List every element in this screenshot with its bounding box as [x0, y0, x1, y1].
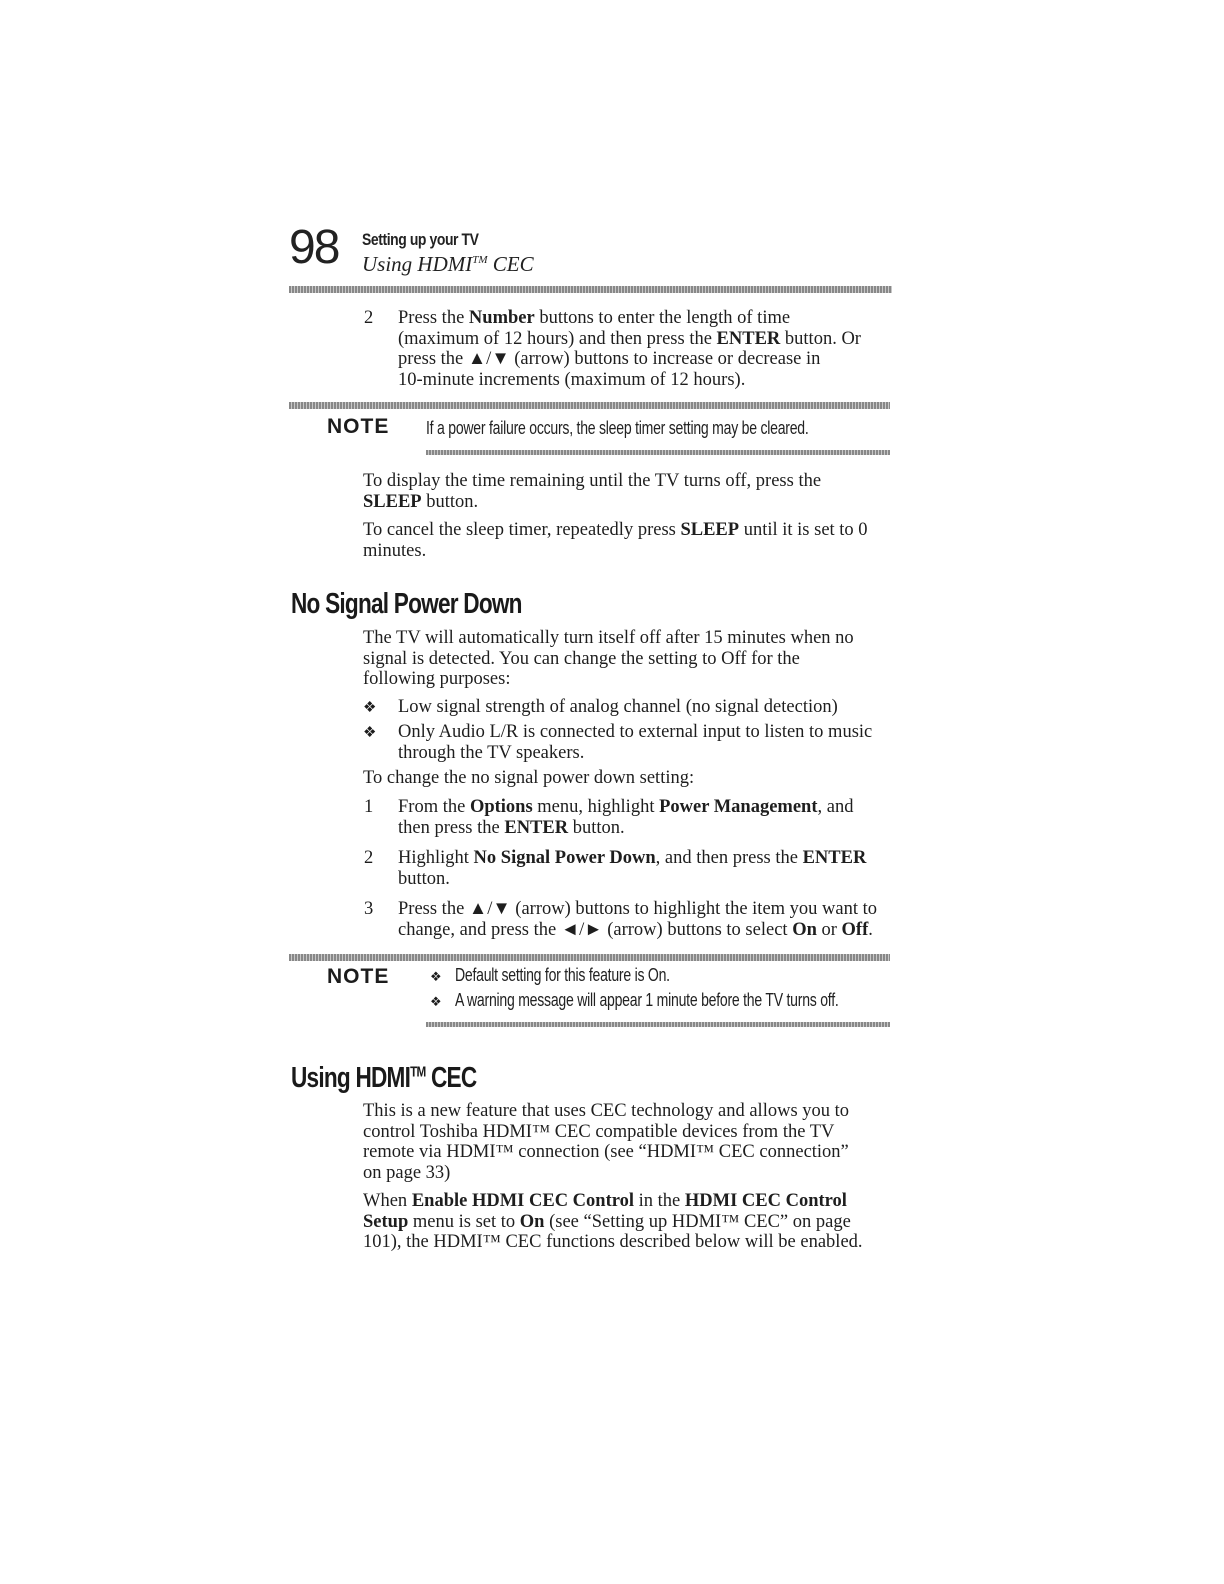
note-label: NOTE	[327, 415, 390, 438]
note-item: A warning message will appear 1 minute before the TV turns off.	[455, 990, 839, 1010]
no-signal-intro: The TV will automatically turn itself off after 15 minutes when no signal is detected. You can change the setting to Off for the following purposes:	[363, 628, 854, 689]
step-2-text: Highlight No Signal Power Down, and then press the ENTER button.	[398, 848, 867, 889]
sleep-display-paragraph: To display the time remaining until the TV turns off, press the SLEEP button.	[363, 471, 822, 512]
section-title	[362, 252, 534, 277]
section-title-suffix: CEC	[487, 252, 534, 276]
header-rule	[289, 286, 892, 293]
bullet-icon: ❖	[363, 725, 377, 741]
step-number: 2	[364, 308, 374, 328]
note-bottom-rule	[426, 1022, 890, 1027]
no-signal-heading: No Signal Power Down	[291, 588, 522, 620]
bullet-icon: ❖	[363, 700, 377, 716]
chapter-title: Setting up your TV	[362, 230, 479, 249]
page-number: 98	[289, 221, 339, 274]
note-top-rule	[289, 402, 890, 409]
step-1-text: From the Options menu, highlight Power Management, and then press the ENTER button.	[398, 797, 854, 838]
bullet-icon: ❖	[430, 969, 442, 984]
bullet-item: Only Audio L/R is connected to external input to listen to music through the TV speakers.	[398, 722, 873, 763]
trademark-mark: TM	[410, 1063, 426, 1081]
hdmi-cec-paragraph: This is a new feature that uses CEC technology and allows you to control Toshiba HDMI™ CEC compatible devices from the TV remote via HDMI™ connection (see “HDMI™ CEC connection” on page 33)	[363, 1101, 850, 1183]
section-title-text: Using HDMI	[362, 252, 473, 276]
step-number: 3	[364, 899, 374, 919]
note-label: NOTE	[327, 965, 390, 988]
change-intro: To change the no signal power down setting:	[363, 768, 695, 788]
trademark-mark: TM	[472, 254, 488, 266]
step-number: 2	[364, 848, 374, 868]
note-item: Default setting for this feature is On.	[455, 965, 670, 985]
bullet-item: Low signal strength of analog channel (no signal detection)	[398, 697, 838, 717]
sleep-cancel-paragraph: To cancel the sleep timer, repeatedly press SLEEP until it is set to 0 minutes.	[363, 520, 868, 561]
note-top-rule	[289, 954, 890, 961]
hdmi-cec-enable-paragraph: When Enable HDMI CEC Control in the HDMI CEC Control Setup menu is set to On (see “Setting up HDMI™ CEC” on page 101), the HDMI™ CEC functions described below will be enabled.	[363, 1191, 863, 1252]
bullet-icon: ❖	[430, 994, 442, 1009]
step-number: 1	[364, 797, 374, 817]
step-3-text: Press the ▲/▼ (arrow) buttons to highlight the item you want to change, and press the ◄/► (arrow) buttons to select On or Off.	[398, 899, 878, 940]
note-bottom-rule	[426, 450, 890, 455]
step-2-text: Press the Number buttons to enter the length of time (maximum of 12 hours) and then press the ENTER button. Or press the ▲/▼ (arrow) buttons to increase or decrease in 10-minute increments (maximum of 12 hours).	[398, 308, 861, 390]
hdmi-cec-heading: Using HDMI™ CEC	[291, 1062, 477, 1094]
note-text: If a power failure occurs, the sleep timer setting may be cleared.	[426, 418, 809, 438]
